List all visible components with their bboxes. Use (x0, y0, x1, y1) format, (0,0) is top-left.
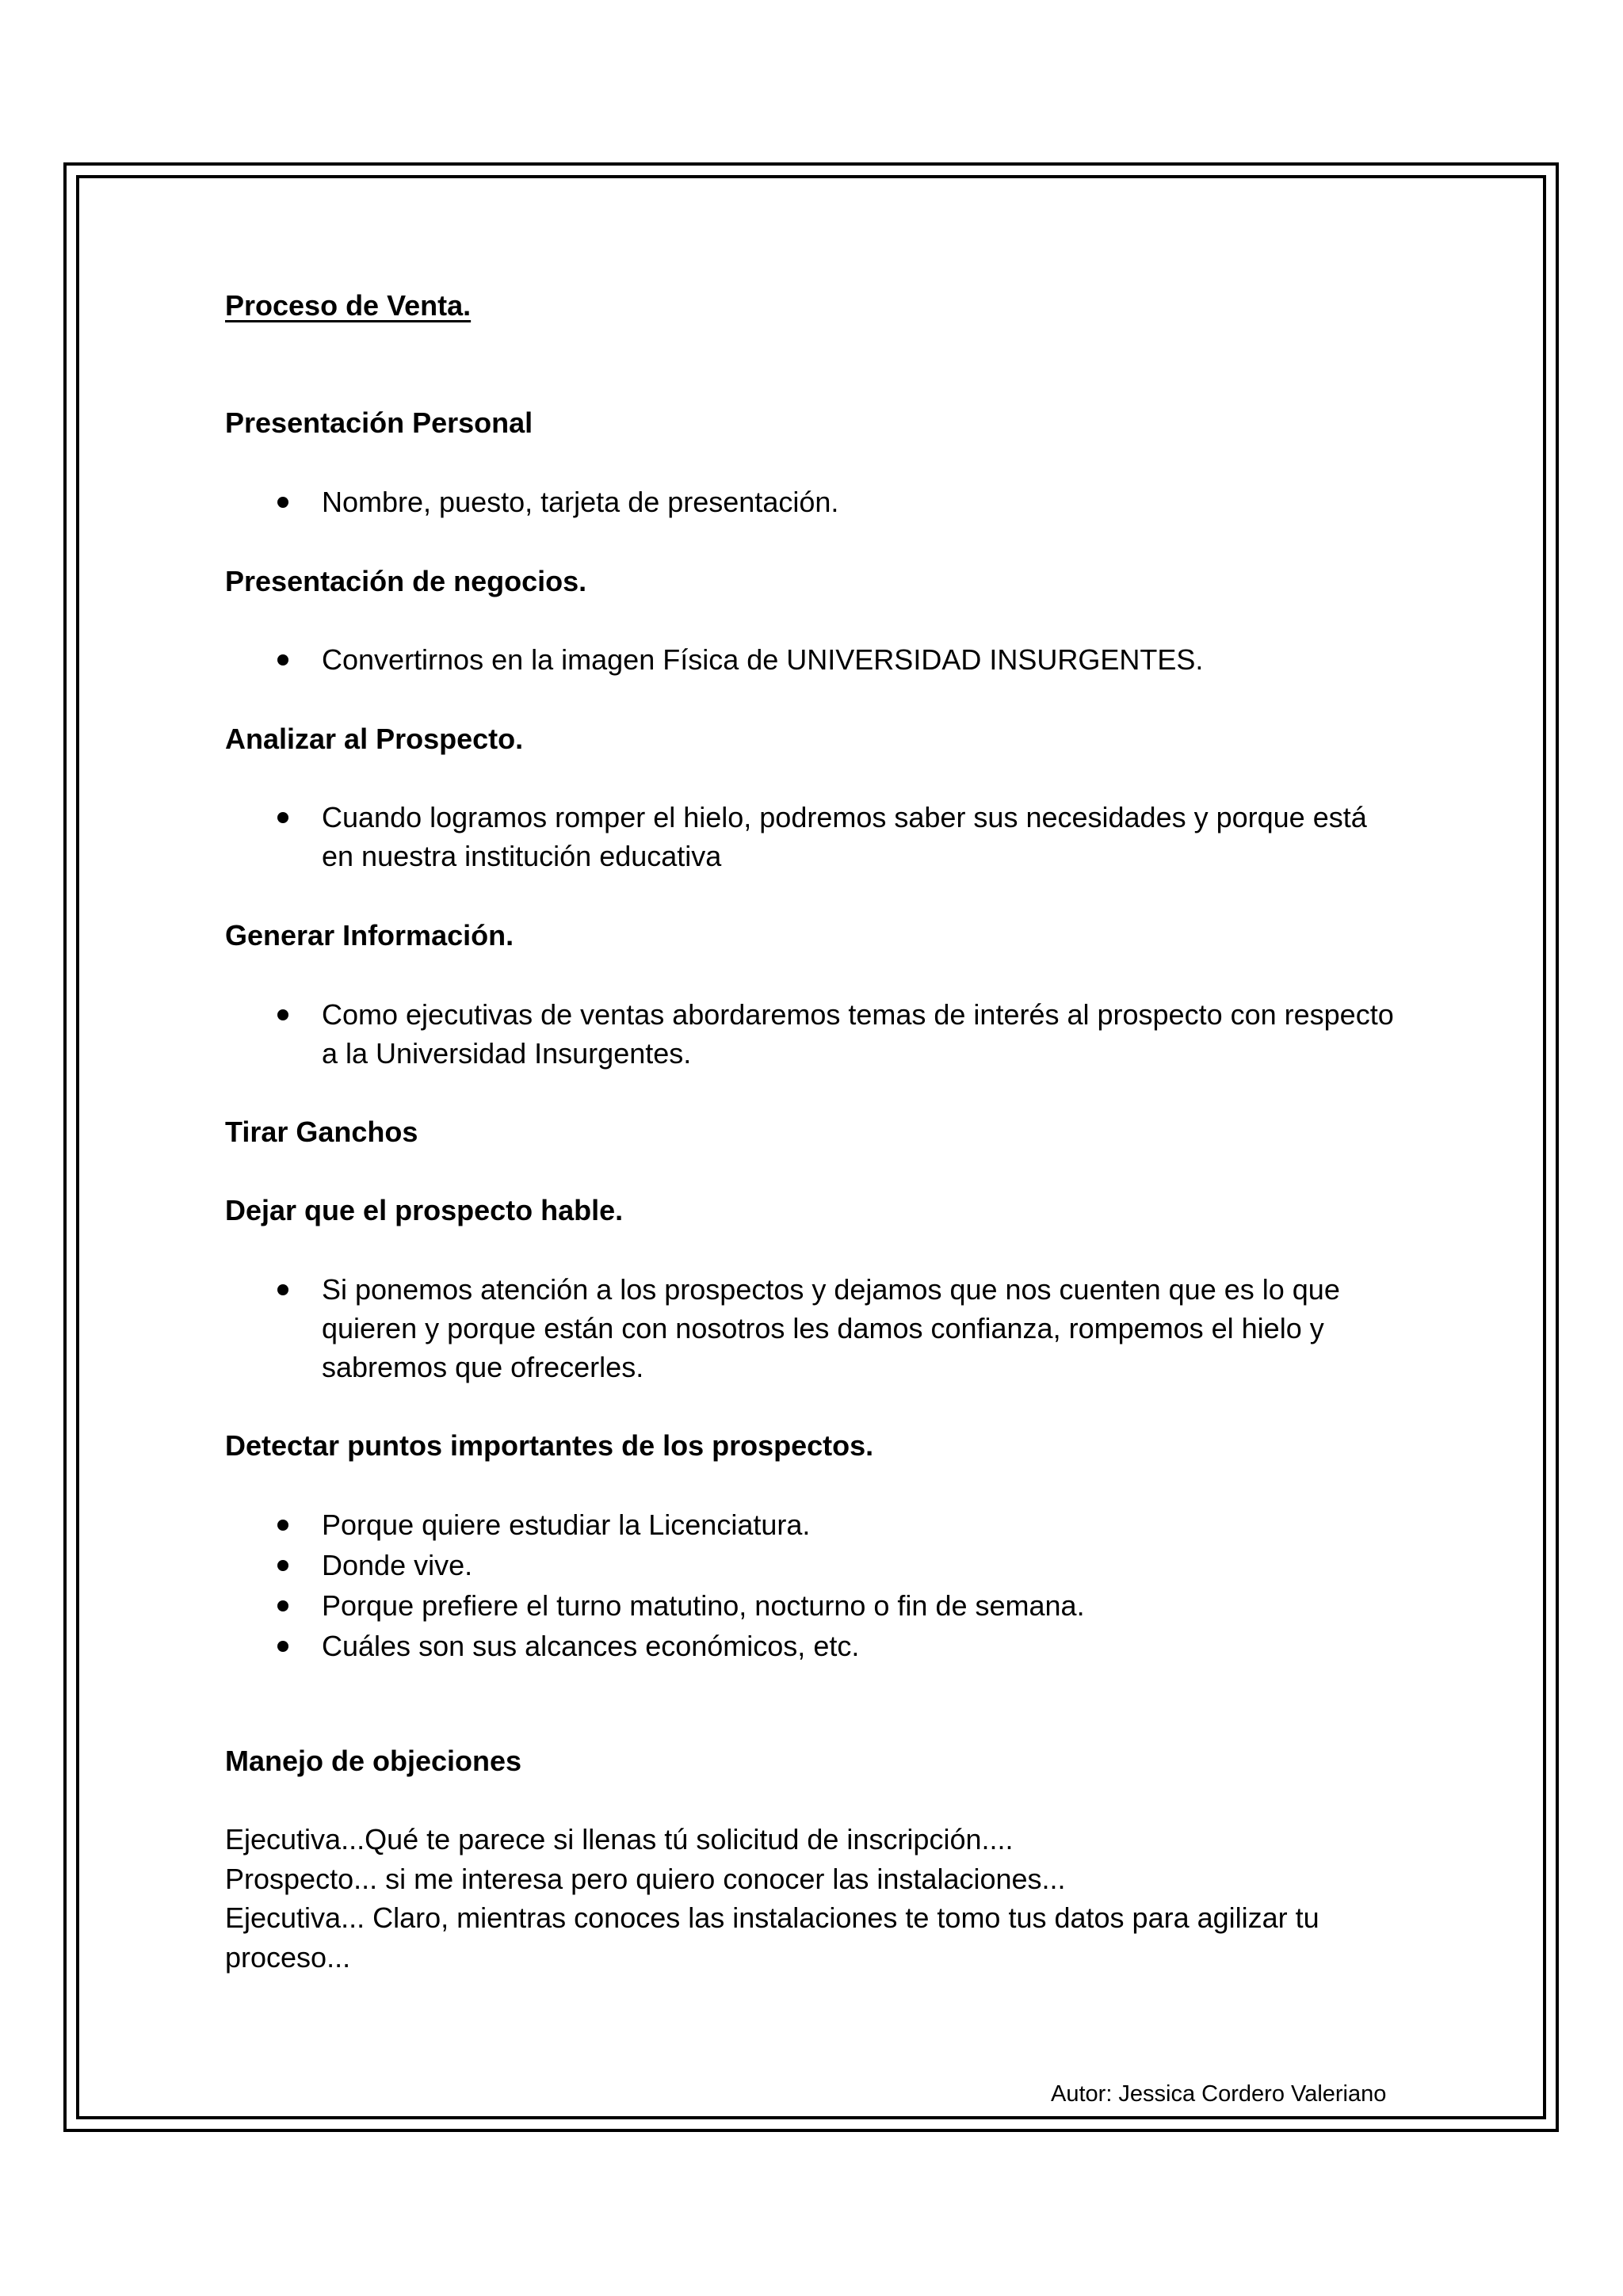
author-credit: Autor: Jessica Cordero Valeriano (1051, 2081, 1387, 2107)
bullet-icon (277, 654, 288, 666)
dialogue-line: Ejecutiva... Claro, mientras conoces las instalaciones te tomo tus datos para agilizar tu (225, 1901, 1319, 1934)
bullet-icon (277, 1009, 288, 1020)
bullet-icon (277, 1641, 288, 1652)
bullet-icon (277, 1600, 288, 1611)
bullet-icon (277, 1520, 288, 1531)
section-heading: Manejo de objeciones (225, 1745, 522, 1777)
section-heading: Detectar puntos importantes de los prospectos. (225, 1429, 874, 1462)
dialogue-line: Ejecutiva...Qué te parece si llenas tú solicitud de inscripción.... (225, 1823, 1014, 1855)
section-heading: Presentación Personal (225, 406, 533, 439)
section-heading: Tirar Ganchos (225, 1116, 418, 1148)
bullet-icon (277, 812, 288, 823)
section-heading: Dejar que el prospecto hable. (225, 1194, 624, 1226)
dialogue-line: Prospecto... si me interesa pero quiero conocer las instalaciones... (225, 1863, 1066, 1895)
bullet-icon (277, 497, 288, 508)
bullet-icon (277, 1284, 288, 1295)
section-heading: Presentación de negocios. (225, 565, 587, 597)
bullet-icon (277, 1560, 288, 1571)
dialogue-line: proceso... (225, 1941, 351, 1974)
section-heading: Generar Información. (225, 919, 514, 952)
document-title: Proceso de Venta. (225, 289, 472, 322)
section-heading: Analizar al Prospecto. (225, 723, 524, 755)
